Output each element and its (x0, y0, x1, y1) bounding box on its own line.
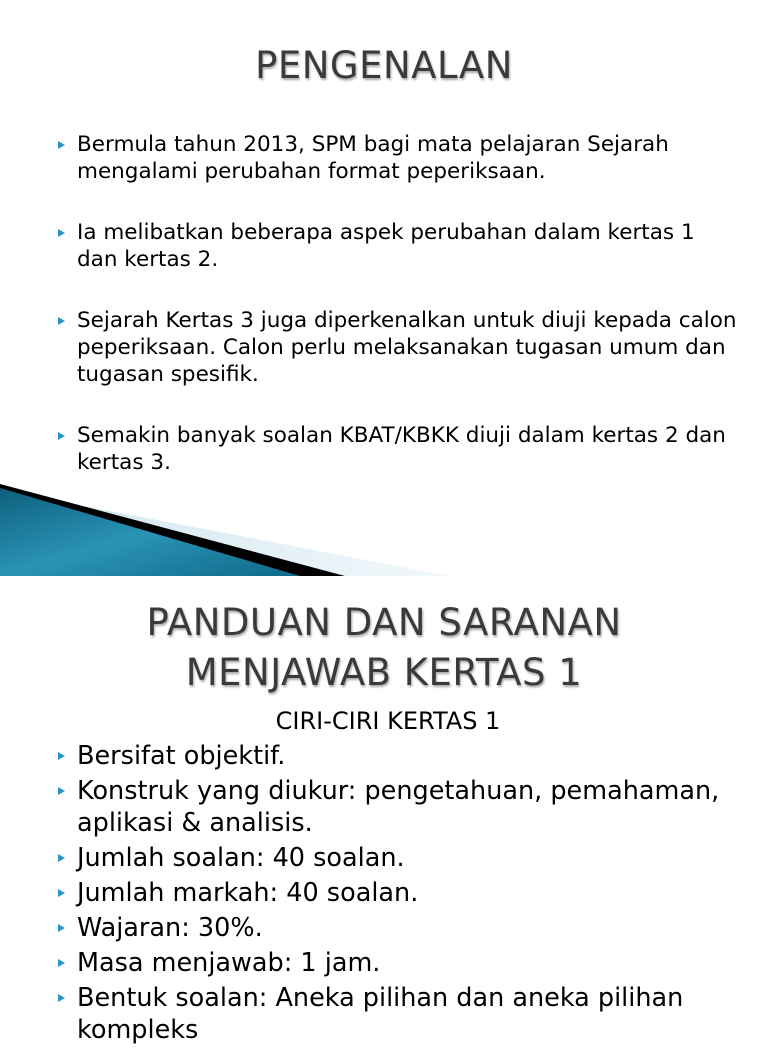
bullet-arrow-icon (58, 924, 65, 932)
bullet-arrow-icon (58, 141, 65, 149)
list-item (0, 422, 768, 476)
bullet-arrow-icon (58, 229, 65, 237)
bullet-text: Jumlah markah: 40 soalan. (77, 878, 419, 908)
list-item (0, 982, 768, 1046)
bullet-text: Ia melibatkan beberapa aspek perubahan dalam kertas 1 dan kertas 2. (77, 220, 695, 272)
slide-title (0, 598, 768, 698)
bullet-arrow-icon (58, 889, 65, 897)
bullet-text: Bersifat objektif. (77, 741, 286, 771)
list-item (0, 307, 768, 388)
bullet-text: Konstruk yang diukur: pengetahuan, pemahaman, aplikasi & analisis. (77, 776, 720, 838)
bullet-text: Masa menjawab: 1 jam. (77, 948, 381, 978)
slide-title: PENGENALAN (255, 44, 513, 87)
slide-panduan (0, 576, 768, 1045)
bullet-arrow-icon (58, 959, 65, 967)
list-item (0, 219, 768, 273)
bullet-arrow-icon (58, 994, 65, 1002)
title-line: MENJAWAB KERTAS 1 (185, 651, 583, 694)
list-item (0, 740, 768, 772)
bullet-arrow-icon (58, 752, 65, 760)
section-subtitle: CIRI-CIRI KERTAS 1 (275, 707, 501, 735)
bullet-arrow-icon (58, 787, 65, 795)
list-item (0, 775, 768, 839)
bullet-text: Jumlah soalan: 40 soalan. (77, 843, 405, 873)
list-item (0, 877, 768, 909)
bullet-text: Bermula tahun 2013, SPM bagi mata pelajaran Sejarah mengalami perubahan format peperiksaan. (77, 132, 669, 184)
bullet-arrow-icon (58, 854, 65, 862)
bullet-text: Semakin banyak soalan KBAT/KBKK diuji dalam kertas 2 dan kertas 3. (77, 423, 726, 475)
list-item (0, 131, 768, 185)
bullet-list (0, 131, 768, 510)
list-item (0, 947, 768, 979)
bullet-list (0, 740, 768, 1049)
bullet-arrow-icon (58, 432, 65, 440)
bullet-arrow-icon (58, 317, 65, 325)
bullet-text: Sejarah Kertas 3 juga diperkenalkan untuk diuji kepada calon peperiksaan. Calon perlu melaksanakan tugasan umum dan tugasan spesifik. (77, 308, 737, 387)
decorative-swoosh (0, 480, 768, 576)
bullet-text: Bentuk soalan: Aneka pilihan dan aneka pilihan kompleks (77, 983, 684, 1045)
title-line: PANDUAN DAN SARANAN (146, 601, 622, 644)
bullet-text: Wajaran: 30%. (77, 913, 263, 943)
list-item (0, 842, 768, 874)
list-item (0, 912, 768, 944)
